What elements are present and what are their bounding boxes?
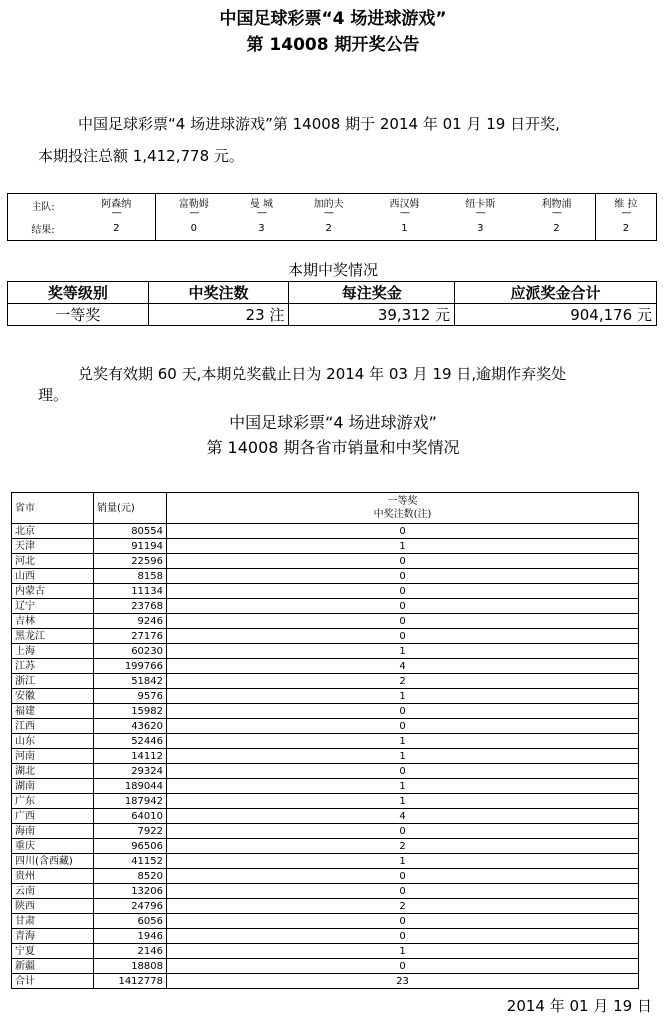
intro-line-1: 中国足球彩票“4 场进球游戏”第 14008 期于 2014 年 01 月 19 日开奖, — [78, 115, 560, 133]
header-sales: 销量(元) — [94, 493, 167, 524]
province-sales: 41152 — [94, 854, 167, 869]
province-prize-count: 0 — [167, 584, 639, 599]
team-cell — [595, 194, 656, 218]
prize-cell: 23 注 — [148, 304, 289, 326]
province-row — [12, 554, 639, 569]
home-label: 主队: — [31, 202, 55, 213]
province-prize-count: 1 — [167, 779, 639, 794]
province-prize-count: 23 — [167, 974, 639, 989]
prize-header-cell: 中奖注数 — [148, 282, 289, 304]
intro-line-2: 本期投注总额 1,412,778 元。 — [38, 147, 244, 165]
team-name: 富勒姆 — [178, 199, 209, 210]
province-sales: 187942 — [94, 794, 167, 809]
header-prize-level: 一等奖 — [387, 496, 418, 507]
prize-caption: 本期中奖情况 — [287, 261, 378, 279]
province-sales: 52446 — [94, 734, 167, 749]
notice-line-1: 兑奖有效期 60 天,本期兑奖截止日为 2014 年 03 月 19 日,逾期作弃奖处 — [78, 365, 567, 383]
province-row — [12, 644, 639, 659]
team-row — [8, 194, 657, 218]
province-sales: 43620 — [94, 719, 167, 734]
province-row — [12, 914, 639, 929]
province-row — [12, 869, 639, 884]
province-row — [12, 689, 639, 704]
province-prize-count: 1 — [167, 944, 639, 959]
province-name: 广东 — [12, 794, 94, 809]
province-sales: 14112 — [94, 749, 167, 764]
province-row — [12, 659, 639, 674]
province-prize-count: 0 — [167, 704, 639, 719]
province-name: 广西 — [12, 809, 94, 824]
province-prize-count: 2 — [167, 839, 639, 854]
province-sales: 22596 — [94, 554, 167, 569]
province-prize-count: 0 — [167, 824, 639, 839]
province-name: 云南 — [12, 884, 94, 899]
team-cell — [518, 194, 595, 218]
team-divider: ---- — [324, 208, 334, 218]
province-sales: 18808 — [94, 959, 167, 974]
province-name: 宁夏 — [12, 944, 94, 959]
province-sales: 60230 — [94, 644, 167, 659]
province-name: 陕西 — [12, 899, 94, 914]
team-cell — [367, 194, 443, 218]
province-row — [12, 854, 639, 869]
province-prize-count: 0 — [167, 554, 639, 569]
province-prize-count: 4 — [167, 659, 639, 674]
province-sales: 27176 — [94, 629, 167, 644]
province-prize-count: 0 — [167, 959, 639, 974]
province-table — [11, 492, 639, 989]
province-name: 浙江 — [12, 674, 94, 689]
team-cell — [442, 194, 518, 218]
prize-cell: 一等奖 — [8, 304, 149, 326]
province-name: 湖北 — [12, 764, 94, 779]
province-row — [12, 809, 639, 824]
province-sales: 189044 — [94, 779, 167, 794]
province-name: 海南 — [12, 824, 94, 839]
province-sales: 6056 — [94, 914, 167, 929]
province-sales: 2146 — [94, 944, 167, 959]
province-name: 辽宁 — [12, 599, 94, 614]
result-label: 结果: — [31, 225, 55, 236]
team-name: 维 拉 — [614, 199, 638, 210]
prize-header-row — [8, 282, 657, 304]
province-prize-count: 0 — [167, 614, 639, 629]
province-row — [12, 944, 639, 959]
province-prize-count: 1 — [167, 734, 639, 749]
province-row — [12, 539, 639, 554]
province-row — [12, 569, 639, 584]
notice-line-2: 理。 — [38, 386, 69, 404]
province-sales: 8520 — [94, 869, 167, 884]
province-sales: 8158 — [94, 569, 167, 584]
province-sales: 13206 — [94, 884, 167, 899]
province-sales: 51842 — [94, 674, 167, 689]
province-prize-count: 1 — [167, 539, 639, 554]
province-prize-count: 1 — [167, 644, 639, 659]
province-name: 北京 — [12, 524, 94, 539]
province-prize-count: 0 — [167, 524, 639, 539]
team-cell — [155, 194, 232, 218]
announcement-title: 中国足球彩票“4 场进球游戏” — [219, 9, 447, 29]
province-row — [12, 734, 639, 749]
province-sales: 11134 — [94, 584, 167, 599]
province-row — [12, 704, 639, 719]
province-row — [12, 929, 639, 944]
prize-table — [7, 281, 657, 326]
province-prize-count: 0 — [167, 869, 639, 884]
section2-subtitle: 第 14008 期各省市销量和中奖情况 — [206, 438, 460, 457]
province-row — [12, 719, 639, 734]
province-name: 山西 — [12, 569, 94, 584]
province-name: 山东 — [12, 734, 94, 749]
province-prize-count: 4 — [167, 809, 639, 824]
result-value: 3 — [477, 223, 484, 234]
province-row — [12, 839, 639, 854]
province-row — [12, 524, 639, 539]
province-row — [12, 614, 639, 629]
team-divider: ---- — [621, 208, 631, 218]
province-name: 上海 — [12, 644, 94, 659]
province-row — [12, 584, 639, 599]
province-name: 合计 — [12, 974, 94, 989]
team-divider: ---- — [399, 208, 409, 218]
result-value: 2 — [325, 223, 332, 234]
team-name: 西汉姆 — [389, 199, 420, 210]
province-sales: 29324 — [94, 764, 167, 779]
province-prize-count: 0 — [167, 929, 639, 944]
result-value: 3 — [258, 223, 265, 234]
team-name: 纽卡斯 — [465, 199, 496, 210]
province-sales: 9576 — [94, 689, 167, 704]
result-value: 2 — [553, 223, 560, 234]
team-name: 曼 城 — [249, 199, 274, 210]
team-divider: ---- — [256, 208, 266, 218]
section2-title: 中国足球彩票“4 场进球游戏” — [229, 413, 437, 432]
province-row — [12, 629, 639, 644]
province-name: 贵州 — [12, 869, 94, 884]
team-cell — [78, 194, 155, 218]
province-sales: 23768 — [94, 599, 167, 614]
prize-cell: 904,176 元 — [455, 304, 657, 326]
province-sales: 96506 — [94, 839, 167, 854]
province-sales: 199766 — [94, 659, 167, 674]
province-name: 江苏 — [12, 659, 94, 674]
province-sales: 15982 — [94, 704, 167, 719]
match-table — [7, 193, 657, 241]
province-name: 甘肃 — [12, 914, 94, 929]
team-name: 阿森纳 — [101, 199, 132, 210]
province-sales: 1946 — [94, 929, 167, 944]
province-name: 河南 — [12, 749, 94, 764]
province-prize-count: 0 — [167, 719, 639, 734]
province-prize-count: 1 — [167, 794, 639, 809]
province-sales: 80554 — [94, 524, 167, 539]
province-sales: 91194 — [94, 539, 167, 554]
province-name: 湖南 — [12, 779, 94, 794]
province-row — [12, 794, 639, 809]
prize-row — [8, 304, 657, 326]
province-sales: 64010 — [94, 809, 167, 824]
province-row — [12, 779, 639, 794]
province-row — [12, 749, 639, 764]
province-prize-count: 0 — [167, 884, 639, 899]
prize-cell: 39,312 元 — [289, 304, 455, 326]
province-prize-count: 0 — [167, 914, 639, 929]
province-name: 天津 — [12, 539, 94, 554]
province-prize-count: 1 — [167, 689, 639, 704]
team-divider: ---- — [475, 208, 485, 218]
team-cell — [232, 194, 291, 218]
result-value: 2 — [595, 217, 656, 241]
province-prize-count: 2 — [167, 674, 639, 689]
team-name: 加的夫 — [313, 199, 344, 210]
province-prize-count: 0 — [167, 629, 639, 644]
province-name: 江西 — [12, 719, 94, 734]
province-header-row — [12, 493, 639, 524]
province-name: 安徽 — [12, 689, 94, 704]
province-sales: 1412778 — [94, 974, 167, 989]
province-prize-count: 0 — [167, 569, 639, 584]
prize-header-cell: 奖等级别 — [8, 282, 149, 304]
province-name: 河北 — [12, 554, 94, 569]
result-value: 2 — [113, 223, 120, 234]
province-sales: 9246 — [94, 614, 167, 629]
province-row — [12, 959, 639, 974]
province-row — [12, 974, 639, 989]
team-divider: ---- — [189, 208, 199, 218]
province-name: 新疆 — [12, 959, 94, 974]
province-row — [12, 599, 639, 614]
team-divider: ---- — [111, 208, 121, 218]
result-row — [8, 217, 657, 241]
province-prize-count: 0 — [167, 764, 639, 779]
province-sales: 7922 — [94, 824, 167, 839]
team-name: 利物浦 — [541, 199, 572, 210]
header-prize — [167, 493, 639, 524]
province-name: 吉林 — [12, 614, 94, 629]
province-prize-count: 1 — [167, 854, 639, 869]
province-name: 四川(含西藏) — [12, 854, 94, 869]
header-province: 省市 — [12, 493, 94, 524]
province-name: 黑龙江 — [12, 629, 94, 644]
province-sales: 24796 — [94, 899, 167, 914]
team-cell — [291, 194, 367, 218]
announcement-subtitle: 第 14008 期开奖公告 — [246, 35, 420, 55]
province-row — [12, 884, 639, 899]
prize-header-cell: 每注奖金 — [289, 282, 455, 304]
header-prize-count: 中奖注数(注) — [373, 509, 432, 520]
province-row — [12, 824, 639, 839]
province-prize-count: 2 — [167, 899, 639, 914]
province-name: 青海 — [12, 929, 94, 944]
province-prize-count: 0 — [167, 599, 639, 614]
province-name: 福建 — [12, 704, 94, 719]
result-value: 1 — [401, 223, 408, 234]
prize-header-cell: 应派奖金合计 — [455, 282, 657, 304]
result-value: 0 — [155, 217, 232, 241]
footer-date: 2014 年 01 月 19 日 — [506, 997, 652, 1015]
province-row — [12, 764, 639, 779]
province-prize-count: 1 — [167, 749, 639, 764]
province-row — [12, 674, 639, 689]
province-name: 重庆 — [12, 839, 94, 854]
province-name: 内蒙古 — [12, 584, 94, 599]
province-row — [12, 899, 639, 914]
team-divider: ---- — [551, 208, 561, 218]
